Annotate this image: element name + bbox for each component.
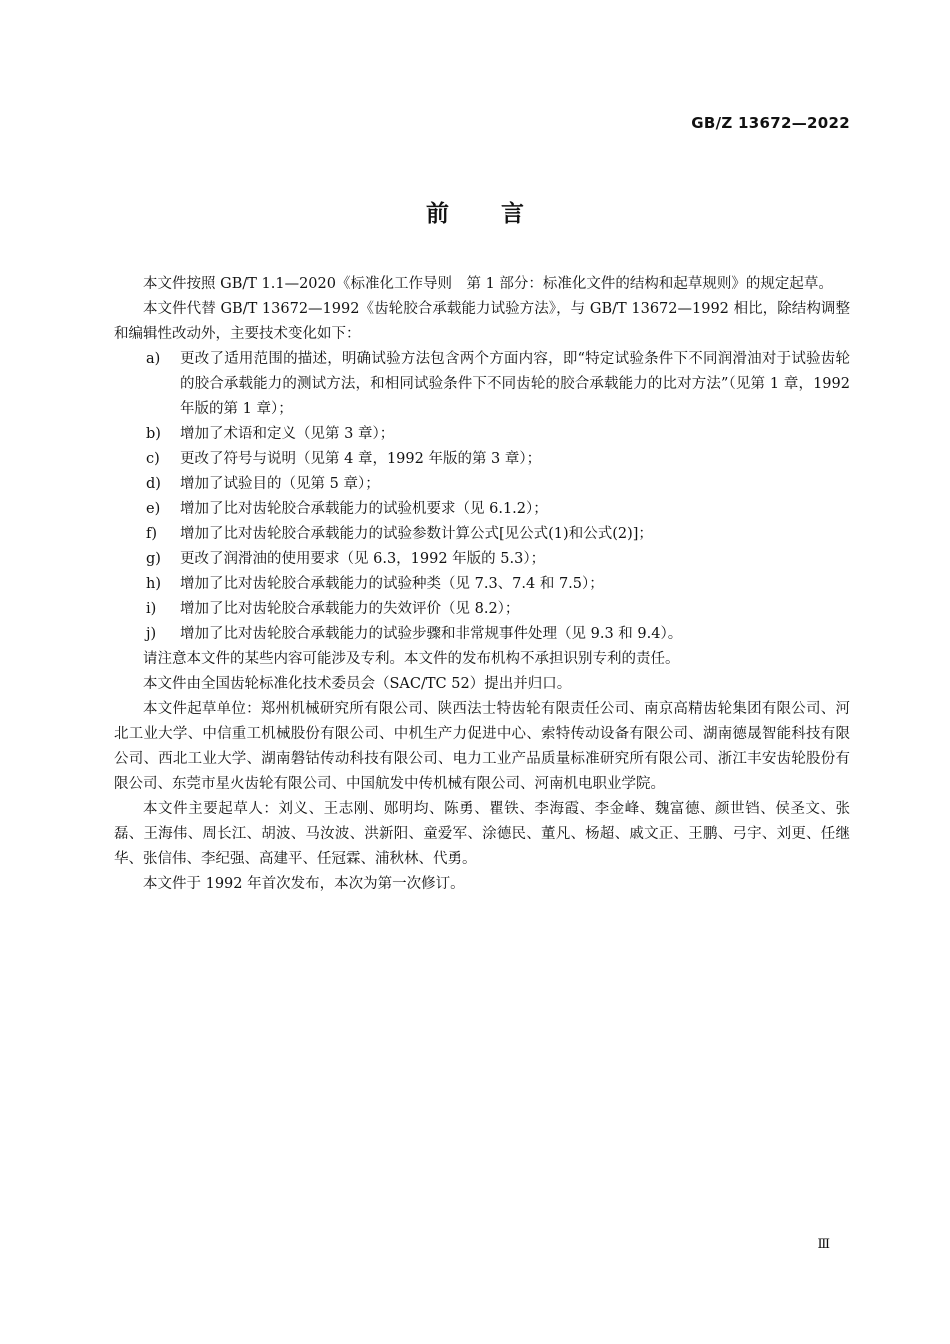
- standard-code: GB/Z 13672—2022: [691, 114, 850, 132]
- list-item-text: 增加了试验目的（见第 5 章）；: [180, 476, 380, 492]
- list-item-text: 更改了符号与说明（见第 4 章，1992 年版的第 3 章）；: [180, 451, 542, 467]
- paragraph-drafters: 本文件主要起草人：刘义、王志刚、郧明均、陈勇、瞿铁、李海霞、李金峰、魏富德、颜世铛、侯圣文、张磊、王海伟、周长江、胡波、马汝波、洪新阳、童爱军、涂德民、董凡、杨超、戚文正、王鹏、弓宇、刘更、任继华、张信伟、李纪强、高建平、任冠霖、浦秋林、代勇。: [114, 801, 850, 867]
- changes-list: [114, 347, 850, 647]
- list-item-text: 增加了比对齿轮胶合承载能力的失效评价（见 8.2）；: [180, 601, 520, 617]
- list-item: [114, 347, 850, 422]
- paragraph-drafting-rules: 本文件按照 GB/T 1.1—2020《标准化工作导则 第 1 部分：标准化文件的结构和起草规则》的规定起草。: [143, 276, 833, 292]
- list-marker: a): [146, 351, 161, 367]
- list-item-text: 更改了润滑油的使用要求（见 6.3，1992 年版的 5.3）；: [180, 551, 546, 567]
- list-item-text: 增加了术语和定义（见第 3 章）；: [180, 426, 395, 442]
- list-item-text: 增加了比对齿轮胶合承载能力的试验机要求（见 6.1.2）；: [180, 501, 548, 517]
- list-item: [114, 422, 850, 447]
- document-body: [114, 272, 850, 897]
- list-marker: g): [146, 551, 161, 567]
- page-title: 前言: [426, 201, 576, 227]
- list-item: [114, 497, 850, 522]
- list-marker: e): [146, 501, 161, 517]
- list-marker: i): [146, 601, 157, 617]
- list-marker: j): [146, 626, 157, 642]
- list-item: [114, 572, 850, 597]
- paragraph-replacement: 本文件代替 GB/T 13672—1992《齿轮胶合承载能力试验方法》，与 GB/T 13672—1992 相比，除结构调整和编辑性改动外，主要技术变化如下：: [114, 301, 850, 342]
- list-marker: h): [146, 576, 161, 592]
- page-number: Ⅲ: [817, 1237, 830, 1252]
- paragraph-history: 本文件于 1992 年首次发布，本次为第一次修订。: [143, 876, 465, 892]
- list-marker: d): [146, 476, 161, 492]
- list-item: [114, 547, 850, 572]
- paragraph-proposer: 本文件由全国齿轮标准化技术委员会（SAC/TC 52）提出并归口。: [143, 676, 572, 692]
- list-item-text: 增加了比对齿轮胶合承载能力的试验参数计算公式[见公式(1)和公式(2)]；: [180, 526, 653, 542]
- list-item-text: 更改了适用范围的描述，明确试验方法包含两个方面内容，即“特定试验条件下不同润滑油对于试验齿轮的胶合承载能力的测试方法，和相同试验条件下不同齿轮的胶合承载能力的比对方法”（见第 1 章，1992 年版的第 1 章）；: [180, 351, 850, 417]
- list-marker: f): [146, 526, 158, 542]
- list-item: [114, 597, 850, 622]
- list-item: [114, 622, 850, 647]
- paragraph-drafting-units: 本文件起草单位：郑州机械研究所有限公司、陕西法士特齿轮有限责任公司、南京高精齿轮集团有限公司、河北工业大学、中信重工机械股份有限公司、中机生产力促进中心、索特传动设备有限公司、湖南德晟智能科技有限公司、西北工业大学、湖南磐钴传动科技有限公司、电力工业产品质量标准研究所有限公司、浙江丰安齿轮股份有限公司、东莞市星火齿轮有限公司、中国航发中传机械有限公司、河南机电职业学院。: [114, 701, 850, 792]
- list-item-text: 增加了比对齿轮胶合承载能力的试验种类（见 7.3、7.4 和 7.5）；: [180, 576, 604, 592]
- list-marker: b): [146, 426, 161, 442]
- list-item: [114, 447, 850, 472]
- paragraph-patent-notice: 请注意本文件的某些内容可能涉及专利。本文件的发布机构不承担识别专利的责任。: [143, 651, 680, 667]
- list-item-text: 增加了比对齿轮胶合承载能力的试验步骤和非常规事件处理（见 9.3 和 9.4）。: [180, 626, 683, 642]
- list-item: [114, 472, 850, 497]
- list-item: [114, 522, 850, 547]
- list-marker: c): [146, 451, 160, 467]
